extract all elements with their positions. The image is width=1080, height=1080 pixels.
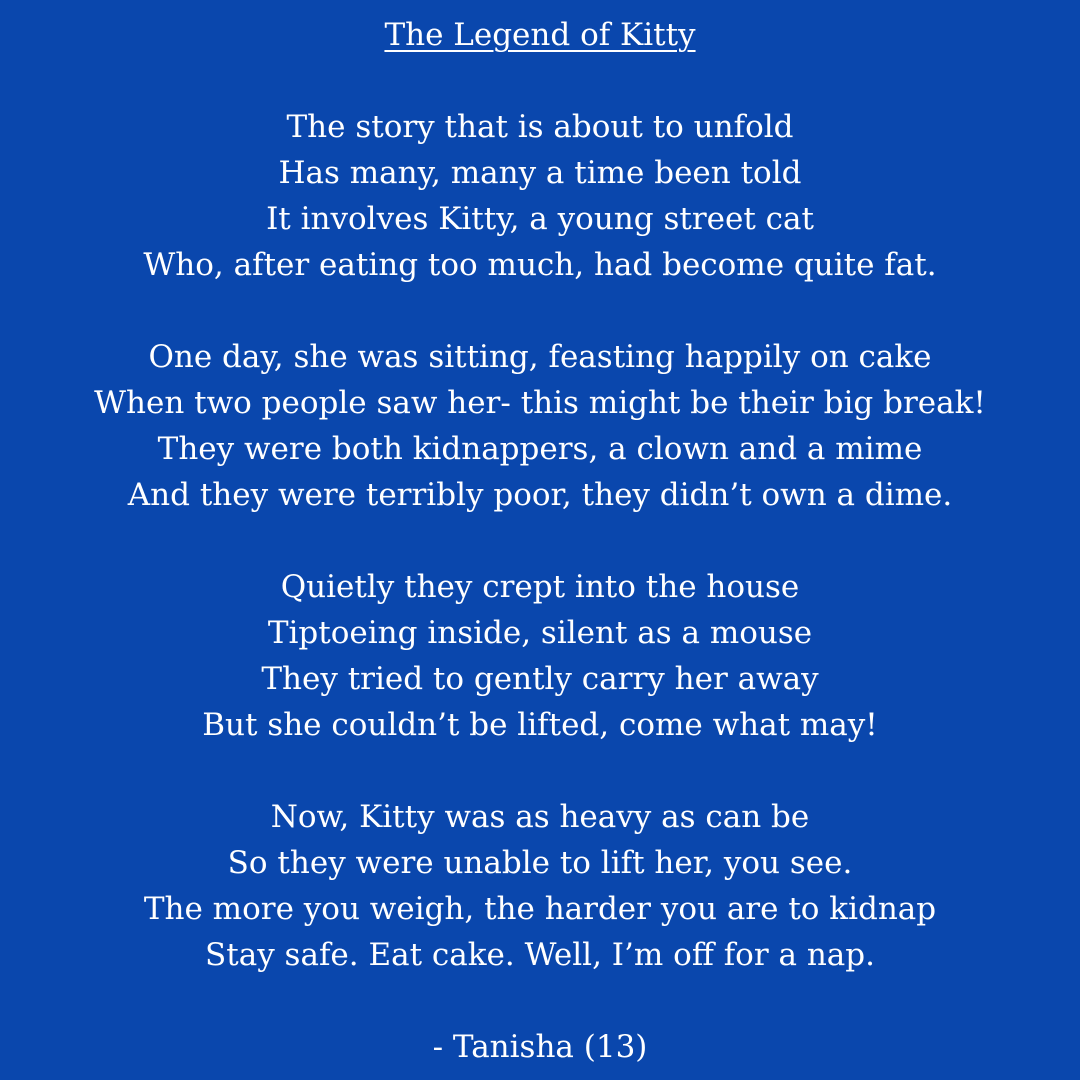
poem-line: The story that is about to unfold: [286, 109, 794, 145]
poem-line: One day, she was sitting, feasting happily on cake: [148, 339, 932, 375]
poem-line: Tiptoeing inside, silent as a mouse: [267, 615, 813, 651]
poem-line: Who, after eating too much, had become quite fat.: [143, 247, 937, 283]
stanza-1: [0, 104, 1080, 288]
poem-line: They were both kidnappers, a clown and a mime: [157, 431, 923, 467]
poem-line: And they were terribly poor, they didn’t own a dime.: [127, 477, 953, 513]
stanza-3: [0, 564, 1080, 748]
poem-line: But she couldn’t be lifted, come what may!: [202, 707, 878, 743]
poem-line: Now, Kitty was as heavy as can be: [270, 799, 810, 835]
poem-line: Has many, many a time been told: [278, 155, 802, 191]
poem-line: They tried to gently carry her away: [261, 661, 819, 697]
poem-line: When two people saw her- this might be their big break!: [94, 385, 986, 421]
poem-author: - Tanisha (13): [432, 1029, 648, 1065]
poem-title: The Legend of Kitty: [384, 17, 696, 53]
poem-line: The more you weigh, the harder you are to kidnap: [143, 891, 937, 927]
poem-line: Quietly they crept into the house: [280, 569, 800, 605]
stanza-2: [0, 334, 1080, 518]
poem-line: So they were unable to lift her, you see.: [227, 845, 853, 881]
poem-line: Stay safe. Eat cake. Well, I’m off for a nap.: [205, 937, 875, 973]
stanza-4: [0, 794, 1080, 978]
poem-line: It involves Kitty, a young street cat: [266, 201, 814, 237]
